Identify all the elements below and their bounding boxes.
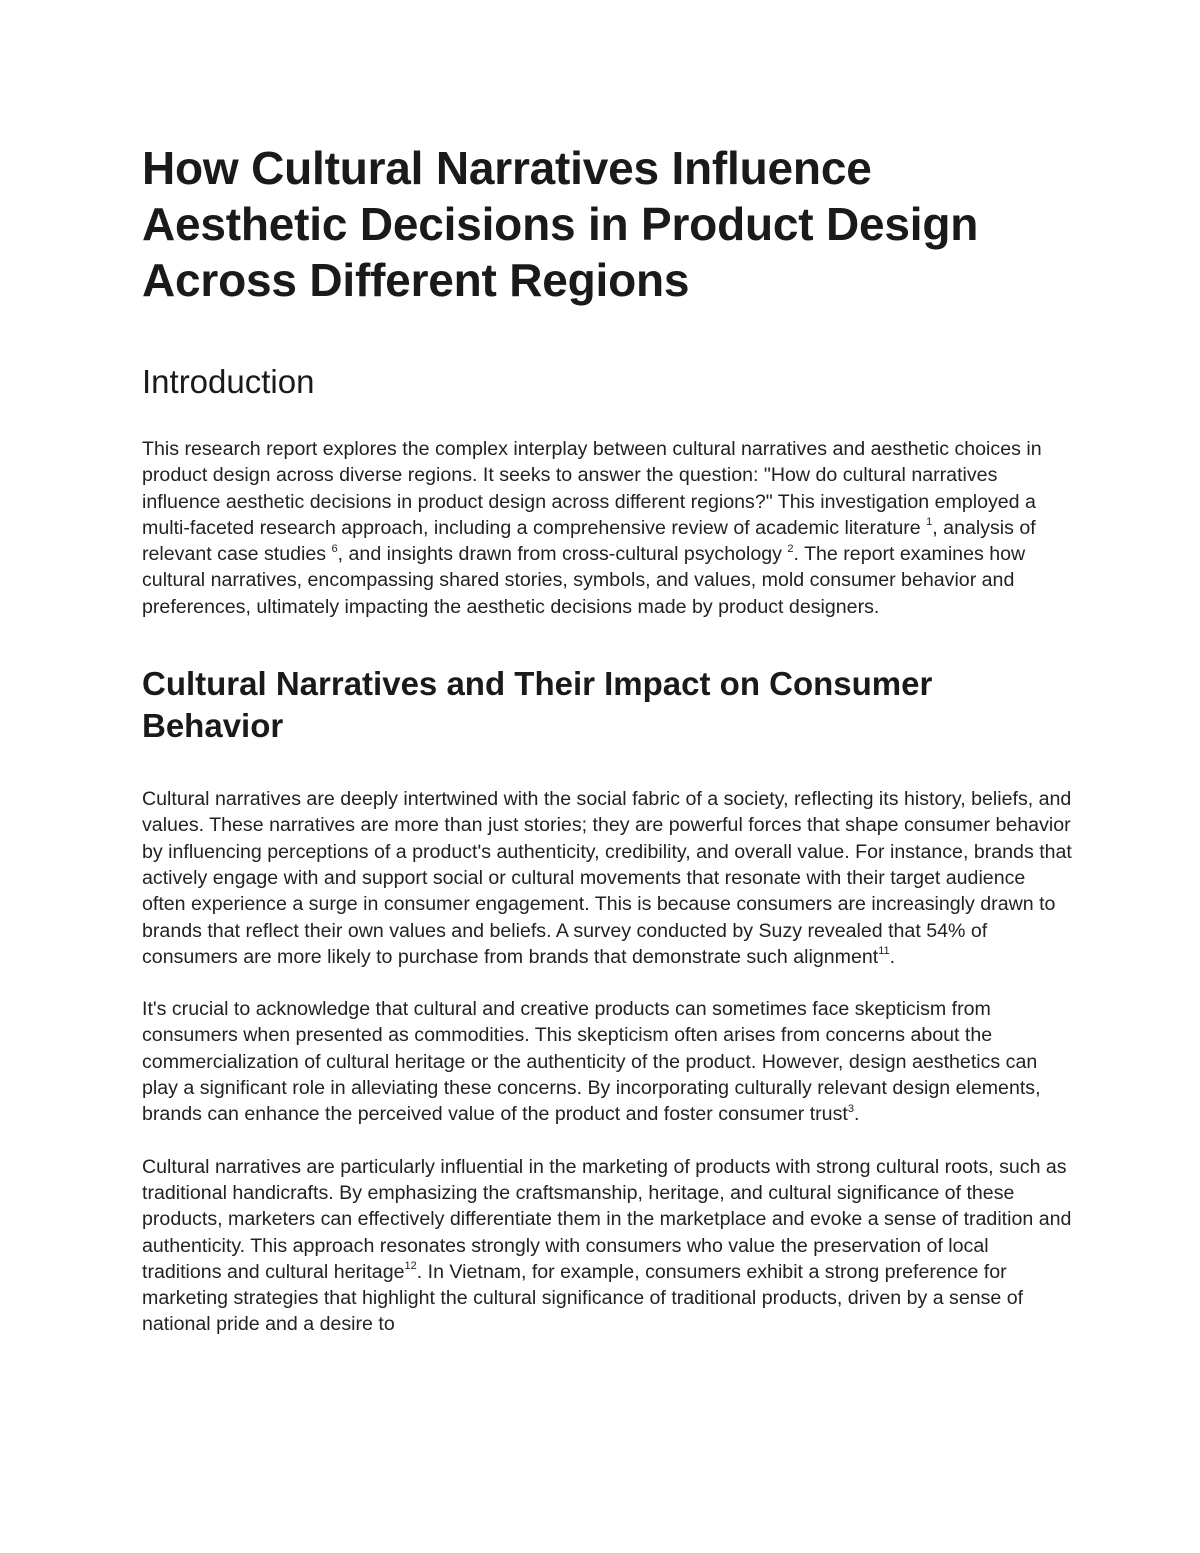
text-run: It's crucial to acknowledge that cultural and creative products can sometimes face skepticism from consumers when presented as commodities. This skepticism often arises from concerns about the commercialization of cultural heritage or the authenticity of the product. However, design aesthetics can play a significant role in alleviating these concerns. By incorporating culturally relevant design elements, brands can enhance the perceived value of the product and foster consumer trust [142,998,1041,1126]
citation-ref: 6 [331,542,338,555]
document-page [142,140,1072,1338]
text-run: . In Vietnam, for example, consumers exhibit a strong preference for marketing strategies that highlight the cultural significance of traditional products, driven by a sense of national pride and a desire to [142,1260,1024,1336]
citation-ref: 2 [787,542,794,555]
citation-ref: 1 [926,516,933,529]
text-run: , analysis of relevant case studies [142,516,1036,566]
citation-ref: 3 [847,1102,854,1115]
body-paragraph [142,1154,1072,1338]
introduction-paragraph [142,436,1072,620]
text-run: Cultural narratives are particularly influential in the marketing of products with strong cultural roots, such as traditional handicrafts. By emphasizing the craftsmanship, heritage, and cultural significance of these products, marketers can effectively differentiate them in the marketplace and evoke a sense of tradition and authenticity. This approach resonates strongly with consumers who value the preservation of local traditions and cultural heritage [142,1155,1072,1283]
text-run: This research report explores the complex interplay between cultural narratives and aesthetic choices in product design across diverse regions. It seeks to answer the question: "How do cultural narratives influence aesthetic decisions in product design across different regions?" This investigation employed a multi-faceted research approach, including a comprehensive review of academic literature [142,438,1042,539]
document-title: How Cultural Narratives Influence Aesthetic Decisions in Product Design Across Different Regions [142,142,979,306]
body-paragraph [142,996,1072,1127]
text-run: , and insights drawn from cross-cultural psychology [337,543,788,566]
citation-ref: 12 [404,1260,417,1273]
body-paragraph [142,786,1072,970]
text-run: Cultural narratives are deeply intertwined with the social fabric of a society, reflecting its history, beliefs, and values. These narratives are more than just stories; they are powerful forces that shape consumer behavior by influencing perceptions of a product's authenticity, credibility, and overall value. For instance, brands that actively engage with and support social or cultural movements that resonate with their target audience often experience a surge in consumer engagement. This is because consumers are increasingly drawn to brands that reflect their own values and beliefs. A survey conducted by Suzy revealed that 54% of consumers are more likely to purchase from brands that demonstrate such alignment [142,788,1072,968]
text-run: . [889,945,896,968]
text-run: . [853,1103,860,1126]
citation-ref: 11 [878,945,890,958]
section-heading-introduction: Introduction [142,363,315,400]
section-heading-cultural-narratives: Cultural Narratives and Their Impact on Consumer Behavior [142,665,933,745]
text-run: . The report examines how cultural narratives, encompassing shared stories, symbols, and values, mold consumer behavior and preferences, ultimately impacting the aesthetic decisions made by product designers. [142,543,1026,618]
